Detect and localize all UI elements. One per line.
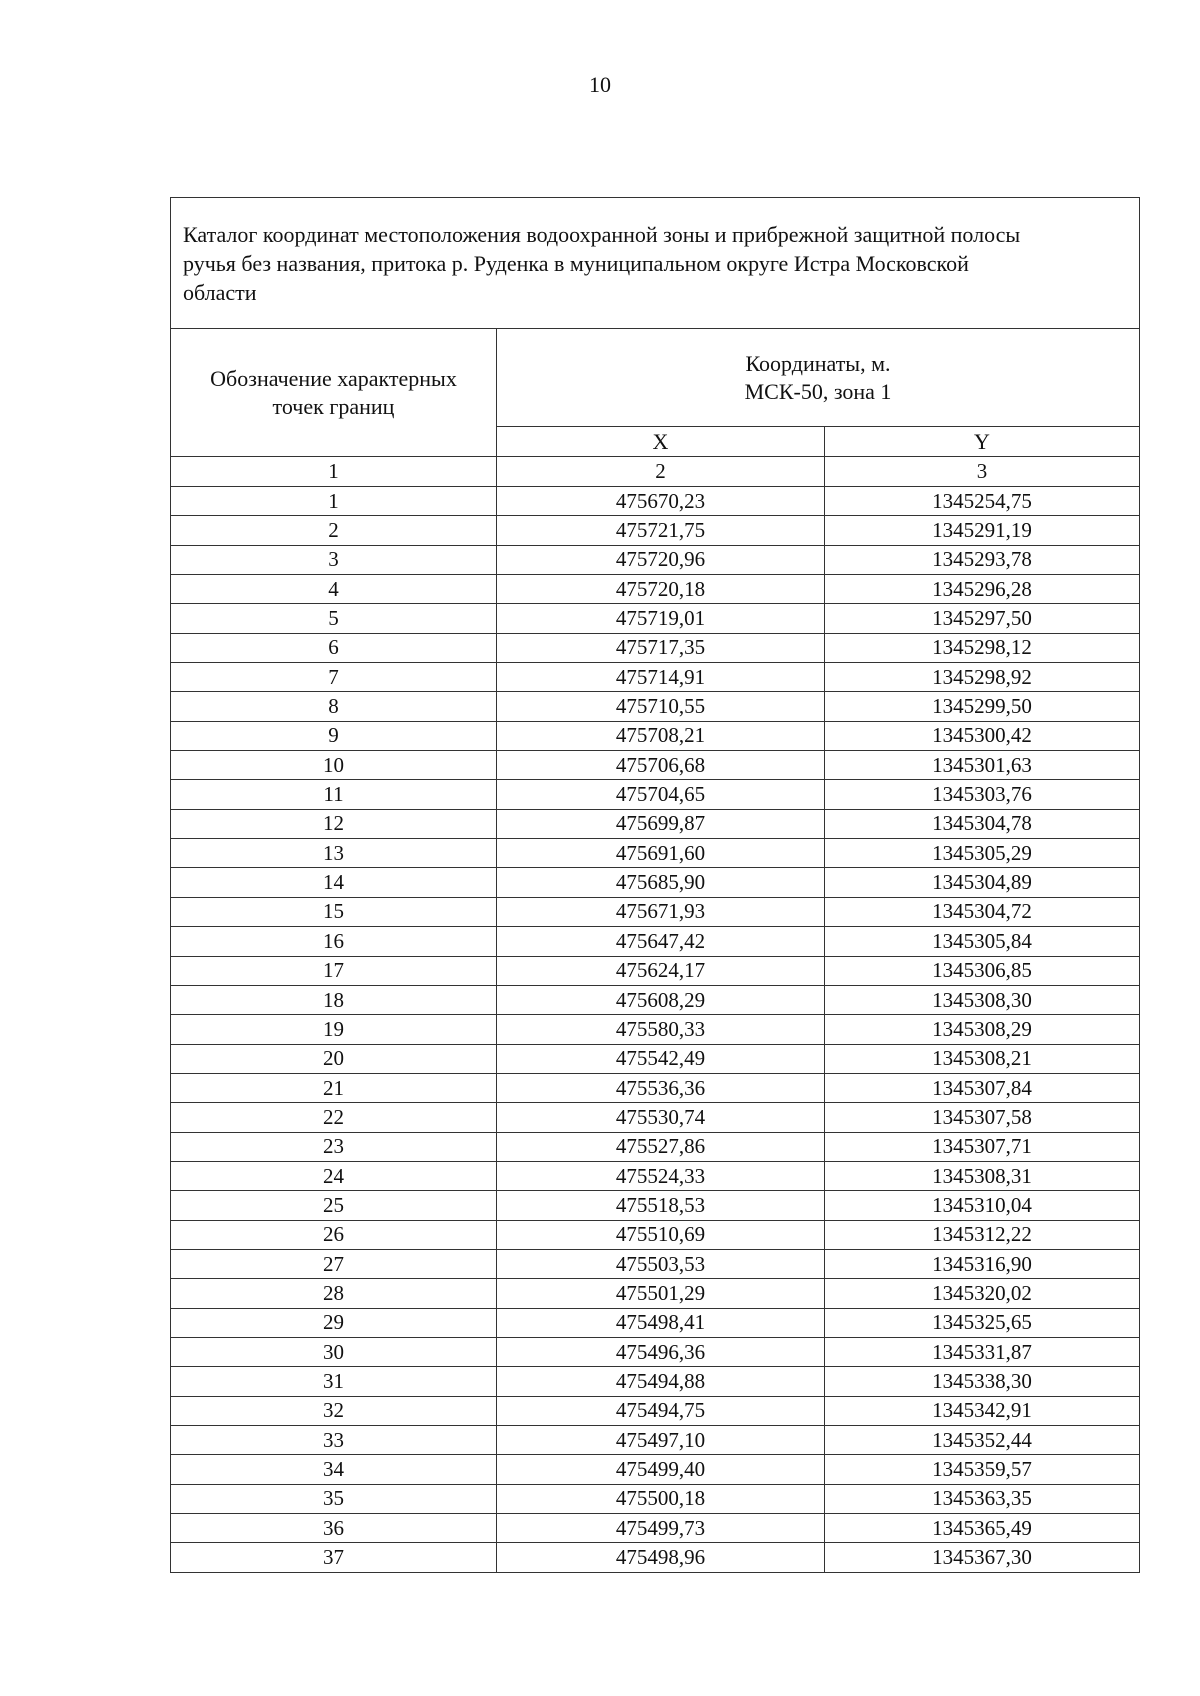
table-row: [171, 692, 1140, 721]
y-coordinate-cell: 1345316,90: [825, 1249, 1140, 1278]
y-axis-header: Y: [825, 427, 1140, 457]
table-row: [171, 1249, 1140, 1278]
table-row: [171, 1191, 1140, 1220]
y-coordinate-cell: 1345300,42: [825, 721, 1140, 750]
point-cell: 23: [171, 1132, 497, 1161]
table-row: [171, 1073, 1140, 1102]
x-coordinate-cell: 475721,75: [497, 516, 825, 545]
y-coordinate-cell: 1345308,30: [825, 985, 1140, 1014]
y-coordinate-cell: 1345296,28: [825, 575, 1140, 604]
point-cell: 33: [171, 1426, 497, 1455]
table-row: [171, 1132, 1140, 1161]
y-coordinate-cell: 1345352,44: [825, 1426, 1140, 1455]
y-coordinate-cell: 1345293,78: [825, 545, 1140, 574]
point-cell: 9: [171, 721, 497, 750]
table-row: [171, 1044, 1140, 1073]
x-coordinate-cell: 475527,86: [497, 1132, 825, 1161]
table-row: [171, 1543, 1140, 1572]
x-coordinate-cell: 475501,29: [497, 1279, 825, 1308]
y-coordinate-cell: 1345305,84: [825, 927, 1140, 956]
table-row: [171, 1308, 1140, 1337]
x-coordinate-cell: 475503,53: [497, 1249, 825, 1278]
y-coordinate-cell: 1345254,75: [825, 487, 1140, 516]
table-row: [171, 985, 1140, 1014]
x-coordinate-cell: 475510,69: [497, 1220, 825, 1249]
x-coordinate-cell: 475685,90: [497, 868, 825, 897]
x-coordinate-cell: 475720,96: [497, 545, 825, 574]
table-title-line-1: Каталог координат местоположения водоохранной зоны и прибрежной защитной полосы: [183, 221, 1021, 247]
coordinates-header-line-2: МСК-50, зона 1: [744, 378, 892, 404]
point-cell: 4: [171, 575, 497, 604]
table-row: [171, 956, 1140, 985]
x-coordinate-cell: 475494,75: [497, 1396, 825, 1425]
x-coordinate-cell: 475670,23: [497, 487, 825, 516]
table-row: [171, 1161, 1140, 1190]
table-row: [171, 868, 1140, 897]
point-cell: 6: [171, 633, 497, 662]
x-coordinate-cell: 475499,73: [497, 1514, 825, 1543]
table-row: [171, 839, 1140, 868]
x-coordinate-cell: 475499,40: [497, 1455, 825, 1484]
point-cell: 24: [171, 1161, 497, 1190]
coordinates-header-line-1: Координаты, м.: [745, 350, 891, 376]
y-coordinate-cell: 1345338,30: [825, 1367, 1140, 1396]
y-coordinate-cell: 1345304,72: [825, 897, 1140, 926]
table-row: [171, 1455, 1140, 1484]
x-coordinate-cell: 475524,33: [497, 1161, 825, 1190]
point-cell: 19: [171, 1015, 497, 1044]
y-coordinate-cell: 1345291,19: [825, 516, 1140, 545]
point-cell: 22: [171, 1103, 497, 1132]
y-coordinate-cell: 1345303,76: [825, 780, 1140, 809]
x-coordinate-cell: 475496,36: [497, 1337, 825, 1366]
point-cell: 3: [171, 545, 497, 574]
table-title-line-3: области: [183, 279, 257, 305]
point-cell: 37: [171, 1543, 497, 1572]
table-title-line-2: ручья без названия, притока р. Руденка в муниципальном округе Истра Московской: [183, 250, 969, 276]
page-number: 10: [589, 72, 611, 97]
y-coordinate-cell: 1345307,58: [825, 1103, 1140, 1132]
point-cell: 14: [171, 868, 497, 897]
table-row: [171, 1426, 1140, 1455]
coordinates-header: [497, 329, 1140, 427]
x-coordinate-cell: 475498,96: [497, 1543, 825, 1572]
x-coordinate-cell: 475671,93: [497, 897, 825, 926]
table-row: [171, 604, 1140, 633]
y-coordinate-cell: 1345307,71: [825, 1132, 1140, 1161]
y-coordinate-cell: 1345342,91: [825, 1396, 1140, 1425]
x-coordinate-cell: 475494,88: [497, 1367, 825, 1396]
x-coordinate-cell: 475624,17: [497, 956, 825, 985]
point-cell: 27: [171, 1249, 497, 1278]
y-coordinate-cell: 1345301,63: [825, 751, 1140, 780]
table-row: [171, 751, 1140, 780]
point-cell: 1: [171, 487, 497, 516]
table-row: [171, 1015, 1140, 1044]
point-cell: 8: [171, 692, 497, 721]
point-cell: 11: [171, 780, 497, 809]
y-coordinate-cell: 1345307,84: [825, 1073, 1140, 1102]
y-coordinate-cell: 1345308,31: [825, 1161, 1140, 1190]
point-cell: 13: [171, 839, 497, 868]
point-cell: 29: [171, 1308, 497, 1337]
point-cell: 12: [171, 809, 497, 838]
table-row: [171, 487, 1140, 516]
point-cell: 35: [171, 1484, 497, 1513]
table-row: [171, 633, 1140, 662]
column-index-1: 1: [171, 457, 497, 487]
x-coordinate-cell: 475498,41: [497, 1308, 825, 1337]
point-cell: 15: [171, 897, 497, 926]
table-row: [171, 1220, 1140, 1249]
table-title: [171, 198, 1140, 329]
table-row: [171, 721, 1140, 750]
y-coordinate-cell: 1345306,85: [825, 956, 1140, 985]
y-coordinate-cell: 1345359,57: [825, 1455, 1140, 1484]
table-row: [171, 927, 1140, 956]
point-cell: 34: [171, 1455, 497, 1484]
y-coordinate-cell: 1345304,89: [825, 868, 1140, 897]
y-coordinate-cell: 1345299,50: [825, 692, 1140, 721]
table-row: [171, 545, 1140, 574]
x-coordinate-cell: 475536,36: [497, 1073, 825, 1102]
header-row: [171, 329, 1140, 427]
table-row: [171, 1514, 1140, 1543]
point-cell: 20: [171, 1044, 497, 1073]
y-coordinate-cell: 1345305,29: [825, 839, 1140, 868]
x-coordinate-cell: 475530,74: [497, 1103, 825, 1132]
y-coordinate-cell: 1345310,04: [825, 1191, 1140, 1220]
y-coordinate-cell: 1345308,21: [825, 1044, 1140, 1073]
x-axis-header: X: [497, 427, 825, 457]
point-cell: 5: [171, 604, 497, 633]
x-coordinate-cell: 475518,53: [497, 1191, 825, 1220]
designation-header-line-2: точек границ: [272, 393, 395, 419]
x-coordinate-cell: 475580,33: [497, 1015, 825, 1044]
x-coordinate-cell: 475647,42: [497, 927, 825, 956]
point-cell: 31: [171, 1367, 497, 1396]
y-coordinate-cell: 1345304,78: [825, 809, 1140, 838]
x-coordinate-cell: 475710,55: [497, 692, 825, 721]
point-cell: 17: [171, 956, 497, 985]
point-cell: 36: [171, 1514, 497, 1543]
point-cell: 26: [171, 1220, 497, 1249]
y-coordinate-cell: 1345367,30: [825, 1543, 1140, 1572]
y-coordinate-cell: 1345320,02: [825, 1279, 1140, 1308]
x-coordinate-cell: 475699,87: [497, 809, 825, 838]
table-row: [171, 1103, 1140, 1132]
title-row: [171, 198, 1140, 329]
column-index-2: 2: [497, 457, 825, 487]
table-row: [171, 1337, 1140, 1366]
x-coordinate-cell: 475497,10: [497, 1426, 825, 1455]
table-row: [171, 1484, 1140, 1513]
point-cell: 18: [171, 985, 497, 1014]
x-coordinate-cell: 475542,49: [497, 1044, 825, 1073]
point-cell: 21: [171, 1073, 497, 1102]
designation-header-line-1: Обозначение характерных: [210, 365, 457, 391]
column-index-row: [171, 457, 1140, 487]
point-cell: 16: [171, 927, 497, 956]
x-coordinate-cell: 475717,35: [497, 633, 825, 662]
y-coordinate-cell: 1345298,12: [825, 633, 1140, 662]
designation-header: [171, 329, 497, 457]
y-coordinate-cell: 1345325,65: [825, 1308, 1140, 1337]
table-row: [171, 1279, 1140, 1308]
x-coordinate-cell: 475691,60: [497, 839, 825, 868]
y-coordinate-cell: 1345308,29: [825, 1015, 1140, 1044]
y-coordinate-cell: 1345363,35: [825, 1484, 1140, 1513]
table-row: [171, 1367, 1140, 1396]
y-coordinate-cell: 1345298,92: [825, 663, 1140, 692]
point-cell: 7: [171, 663, 497, 692]
point-cell: 32: [171, 1396, 497, 1425]
x-coordinate-cell: 475708,21: [497, 721, 825, 750]
y-coordinate-cell: 1345331,87: [825, 1337, 1140, 1366]
x-coordinate-cell: 475500,18: [497, 1484, 825, 1513]
x-coordinate-cell: 475608,29: [497, 985, 825, 1014]
x-coordinate-cell: 475714,91: [497, 663, 825, 692]
y-coordinate-cell: 1345365,49: [825, 1514, 1140, 1543]
x-coordinate-cell: 475720,18: [497, 575, 825, 604]
table-row: [171, 780, 1140, 809]
point-cell: 25: [171, 1191, 497, 1220]
table-row: [171, 897, 1140, 926]
x-coordinate-cell: 475706,68: [497, 751, 825, 780]
table-row: [171, 663, 1140, 692]
table-row: [171, 575, 1140, 604]
point-cell: 2: [171, 516, 497, 545]
y-coordinate-cell: 1345297,50: [825, 604, 1140, 633]
y-coordinate-cell: 1345312,22: [825, 1220, 1140, 1249]
table-row: [171, 516, 1140, 545]
table-row: [171, 1396, 1140, 1425]
point-cell: 28: [171, 1279, 497, 1308]
x-coordinate-cell: 475719,01: [497, 604, 825, 633]
column-index-3: 3: [825, 457, 1140, 487]
x-coordinate-cell: 475704,65: [497, 780, 825, 809]
table-row: [171, 809, 1140, 838]
coordinates-table: [170, 197, 1140, 1573]
point-cell: 10: [171, 751, 497, 780]
point-cell: 30: [171, 1337, 497, 1366]
